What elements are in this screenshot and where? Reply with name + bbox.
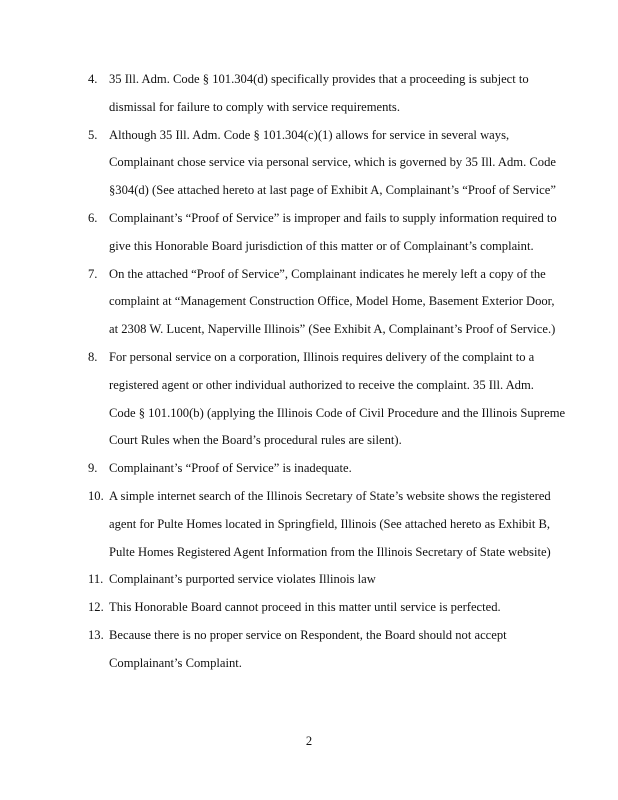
- paragraph-number: 13.: [88, 627, 104, 642]
- numbered-paragraph: [88, 122, 588, 205]
- paragraph-number: 7.: [88, 266, 98, 281]
- numbered-paragraph: [88, 205, 588, 261]
- paragraph-number: 12.: [88, 600, 104, 615]
- numbered-paragraph-list: [88, 66, 588, 678]
- paragraph-text-line: at 2308 W. Lucent, Naperville Illinois” (See Exhibit A, Complainant’s Proof of Service.): [109, 322, 556, 337]
- paragraph-text-line: For personal service on a corporation, Illinois requires delivery of the complaint to a: [109, 349, 535, 364]
- paragraph-text-line: A simple internet search of the Illinois Secretary of State’s website shows the registered: [109, 488, 551, 503]
- paragraph-number: 11.: [88, 572, 104, 587]
- paragraph-number: 9.: [88, 461, 98, 476]
- paragraph-text-line: Code § 101.100(b) (applying the Illinois Code of Civil Procedure and the Illinois Supreme: [109, 405, 566, 420]
- numbered-paragraph: [88, 455, 588, 483]
- numbered-paragraph: [88, 566, 588, 594]
- paragraph-text-line: agent for Pulte Homes located in Springfield, Illinois (See attached hereto as Exhibit B,: [109, 516, 551, 531]
- paragraph-text-line: registered agent or other individual authorized to receive the complaint. 35 Ill. Adm.: [109, 377, 534, 392]
- paragraph-text-line: On the attached “Proof of Service”, Complainant indicates he merely left a copy of the: [109, 266, 546, 281]
- paragraph-text-line: Complainant’s Complaint.: [109, 655, 242, 670]
- paragraph-text-line: Complainant’s “Proof of Service” is improper and fails to supply information required to: [109, 210, 557, 225]
- paragraph-text-line: Complainant’s purported service violates Illinois law: [109, 572, 376, 587]
- numbered-paragraph: [88, 66, 588, 122]
- paragraph-number: 10.: [88, 488, 104, 503]
- paragraph-text-line: Although 35 Ill. Adm. Code § 101.304(c)(1) allows for service in several ways,: [109, 127, 510, 142]
- paragraph-text-line: Complainant chose service via personal service, which is governed by 35 Ill. Adm. Code: [109, 155, 556, 170]
- paragraph-text-line: 35 Ill. Adm. Code § 101.304(d) specifically provides that a proceeding is subject to: [109, 72, 529, 86]
- paragraph-text-line: Because there is no proper service on Respondent, the Board should not accept: [109, 627, 507, 642]
- paragraph-text-line: Complainant’s “Proof of Service” is inadequate.: [109, 461, 352, 476]
- paragraph-text-line: Pulte Homes Registered Agent Information from the Illinois Secretary of State website): [109, 544, 551, 559]
- numbered-paragraph: [88, 483, 588, 566]
- numbered-paragraph: [88, 594, 588, 622]
- numbered-paragraph: [88, 622, 588, 678]
- paragraph-text-line: Court Rules when the Board’s procedural rules are silent).: [109, 433, 402, 448]
- paragraph-text-line: complaint at “Management Construction Office, Model Home, Basement Exterior Door,: [109, 294, 555, 309]
- numbered-paragraph: [88, 261, 588, 344]
- paragraph-number: 5.: [88, 127, 98, 142]
- numbered-paragraph: [88, 344, 588, 455]
- page-number: 2: [305, 734, 313, 748]
- paragraph-text-line: §304(d) (See attached hereto at last page of Exhibit A, Complainant’s “Proof of Service”: [109, 183, 556, 198]
- paragraph-number: 6.: [88, 210, 98, 225]
- paragraph-number: 8.: [88, 349, 98, 364]
- paragraph-text-line: dismissal for failure to comply with service requirements.: [109, 99, 400, 114]
- paragraph-text-line: This Honorable Board cannot proceed in this matter until service is perfected.: [109, 600, 501, 615]
- paragraph-number: 4.: [88, 72, 98, 86]
- paragraph-text-line: give this Honorable Board jurisdiction of this matter or of Complainant’s complaint.: [109, 238, 534, 253]
